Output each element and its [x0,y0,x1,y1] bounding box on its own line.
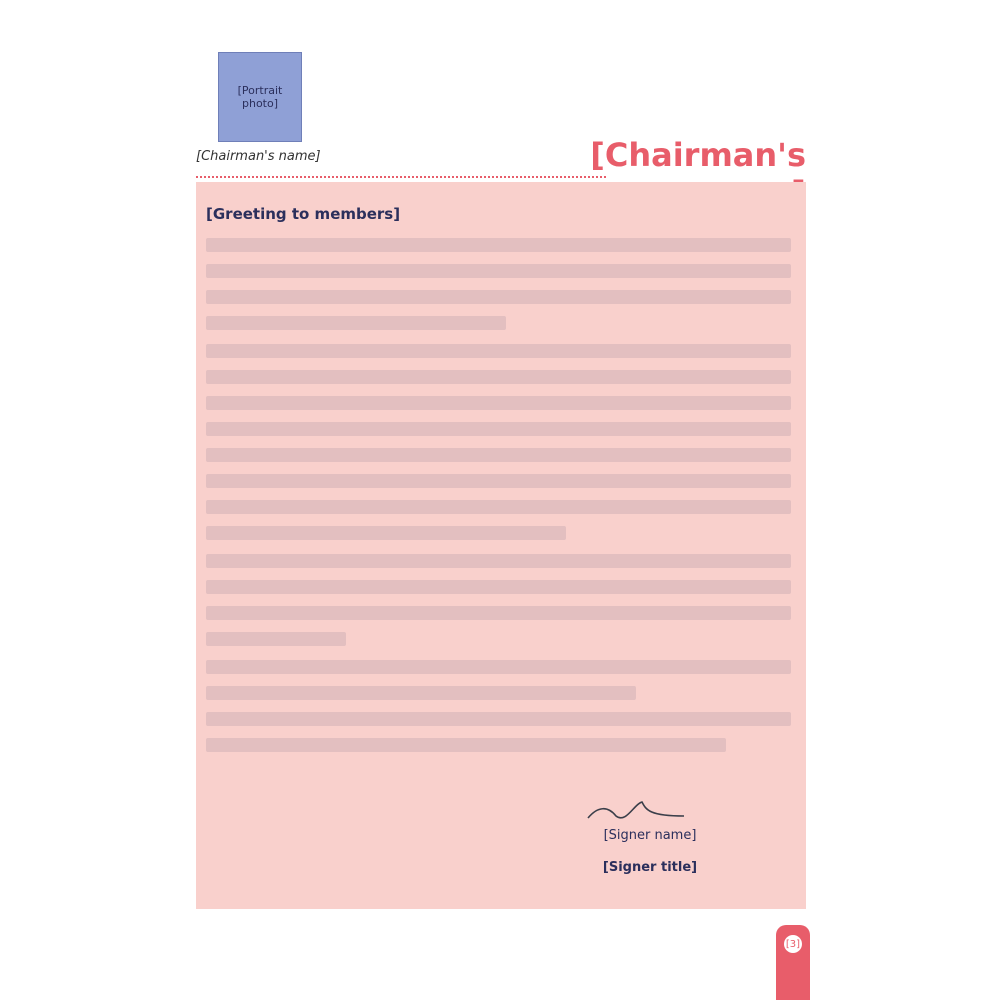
paragraph-line [206,238,791,252]
signature-mark [586,798,686,824]
signer-title: [Signer title] [602,860,698,875]
paragraph-line [206,500,791,514]
page-heading: [Chairman's [590,136,806,174]
dotted-divider [196,176,606,178]
paragraph-line [206,448,791,462]
letter-greeting: [Greeting to members] [206,205,401,223]
paragraph-line [206,264,791,278]
paragraph-line [206,580,791,594]
page-number: [3] [784,935,802,953]
paragraph-line [206,660,791,674]
paragraph-line [206,712,791,726]
signer-name: [Signer name] [603,828,697,843]
portrait-caption: [Chairman's name] [196,149,321,164]
paragraph-line [206,606,791,620]
paragraph-line [206,344,791,358]
paragraph-line [206,370,791,384]
paragraph-line [206,632,346,646]
paragraph-line [206,686,636,700]
paragraph-line [206,554,791,568]
page-number-tab [776,925,810,1000]
paragraph-line [206,396,791,410]
portrait-photo: [Portrait photo] [218,52,302,142]
paragraph-line [206,316,506,330]
paragraph-line [206,422,791,436]
paragraph-line [206,526,566,540]
paragraph-line [206,738,726,752]
paragraph-line [206,290,791,304]
paragraph-line [206,474,791,488]
